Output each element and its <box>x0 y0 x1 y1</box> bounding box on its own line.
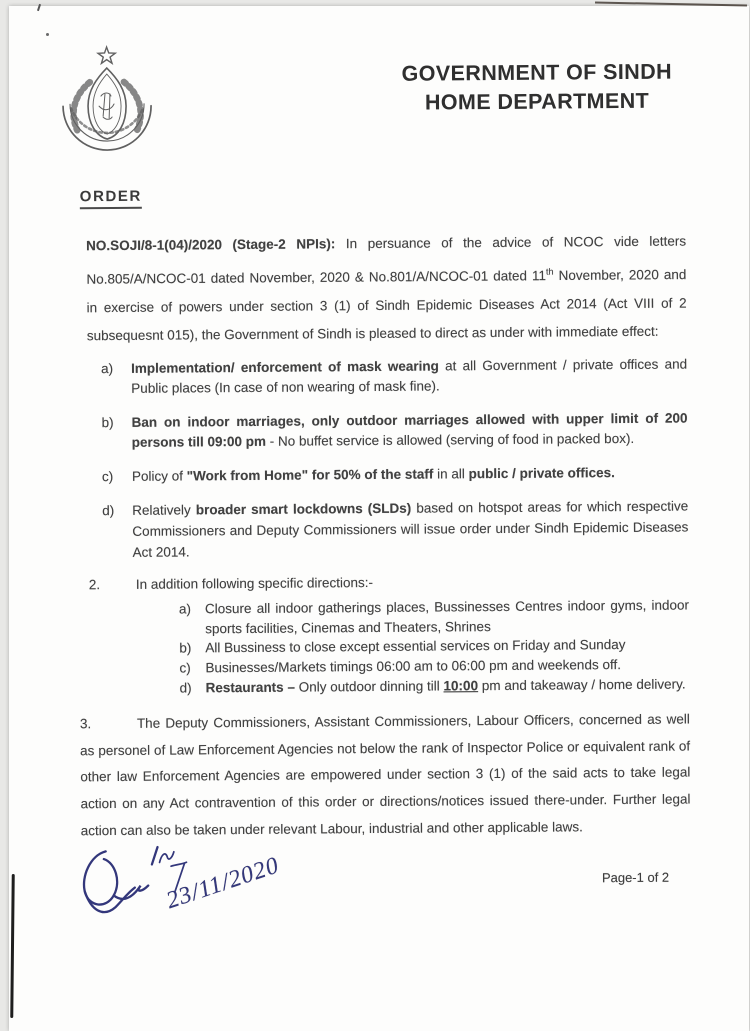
order-heading: ORDER <box>80 188 142 209</box>
signature-row <box>81 832 692 927</box>
list-item-market-timings: c) Businesses/Markets timings 06:00 am to 06:00 pm and weekends off. <box>179 657 622 676</box>
list-item-smart-lockdowns: d) Relatively broader smart lockdowns (SLDs) based on hotspot areas for which respective Commissioners and Deputy Commissioners will issue order under Sindh Epidemic Diseases Act 2014. <box>102 498 689 560</box>
list-item-business-close: b) All Bussiness to close except essential services on Friday and Sunday <box>179 637 626 656</box>
section-3-number: 3. <box>79 716 92 732</box>
scan-stray-dot <box>46 33 49 36</box>
section-2-intro: 2. In addition following specific directions:- <box>89 571 689 596</box>
section-2-number: 2. <box>88 577 101 593</box>
list-item-closures: a) Closure all indoor gatherings places, Bussinesses Centres indoor gyms, indoor sports facilities, Cinemas and Theaters, Shrines <box>178 597 690 636</box>
directives-list <box>101 354 689 563</box>
list-item-marriages: b) Ban on indoor marriages, only outdoor marriages allowed with upper limit of 200 persons till 09:00 pm - No buffet service is allowed (serving of food in packed box). <box>101 410 688 451</box>
opening-paragraph: NO.SOJI/8-1(04)/2020 (Stage-2 NPIs): In persuance of the advice of NCOC vide letters No.805/A/NCOC-01 dated November, 2020 & No.801/A/NCOC-01 dated 11th November, 2020 and in exercise of powers under section 3 (1) of Sindh Epidemic Diseases Act 2014 (Act VIII of 2 subsequesnt 015), the Government of Sindh is pleased to direct as under with immediate effect: <box>86 233 687 344</box>
order-reference-number: NO.SOJI/8-1(04)/2020 (Stage-2 NPIs): <box>86 236 336 254</box>
government-title: GOVERNMENT OF SINDH <box>401 59 673 86</box>
star-icon <box>98 47 115 63</box>
department-letterhead <box>377 57 697 118</box>
specific-directions-list <box>179 595 690 698</box>
list-item-mask-wearing: a) Implementation/ enforcement of mask wearing at all Government / private offices and Public places (In case of non wearing of mask fine). <box>101 356 688 396</box>
page-number-label: Page-1 of 2 <box>601 869 670 886</box>
sindh-government-emblem-icon <box>57 44 158 165</box>
signature-date: 23/11/2020 <box>163 852 283 914</box>
list-item-restaurants: d) Restaurants – Only outdoor dinning till 10:00 pm and takeaway / home delivery. <box>179 676 686 696</box>
section-3-paragraph: 3. The Deputy Commissioners, Assistant Commissioners, Labour Officers, concerned as well as personel of Law Enforcement Agencies not below the rank of Inspector Police or equivalent rank of other law Enforcement Agencies are empowered under section 3 (1) of the said acts to take legal action on any Act contravention of this order or directions/notices issued there-under. Further legal action can also be taken under relevant Labour, industrial and other applicable laws. <box>79 711 691 839</box>
department-title: HOME DEPARTMENT <box>424 88 650 115</box>
handwritten-signature <box>77 835 318 927</box>
list-item-work-from-home: c) Policy of "Work from Home" for 50% of the staff in all public / private offices. <box>101 464 615 484</box>
